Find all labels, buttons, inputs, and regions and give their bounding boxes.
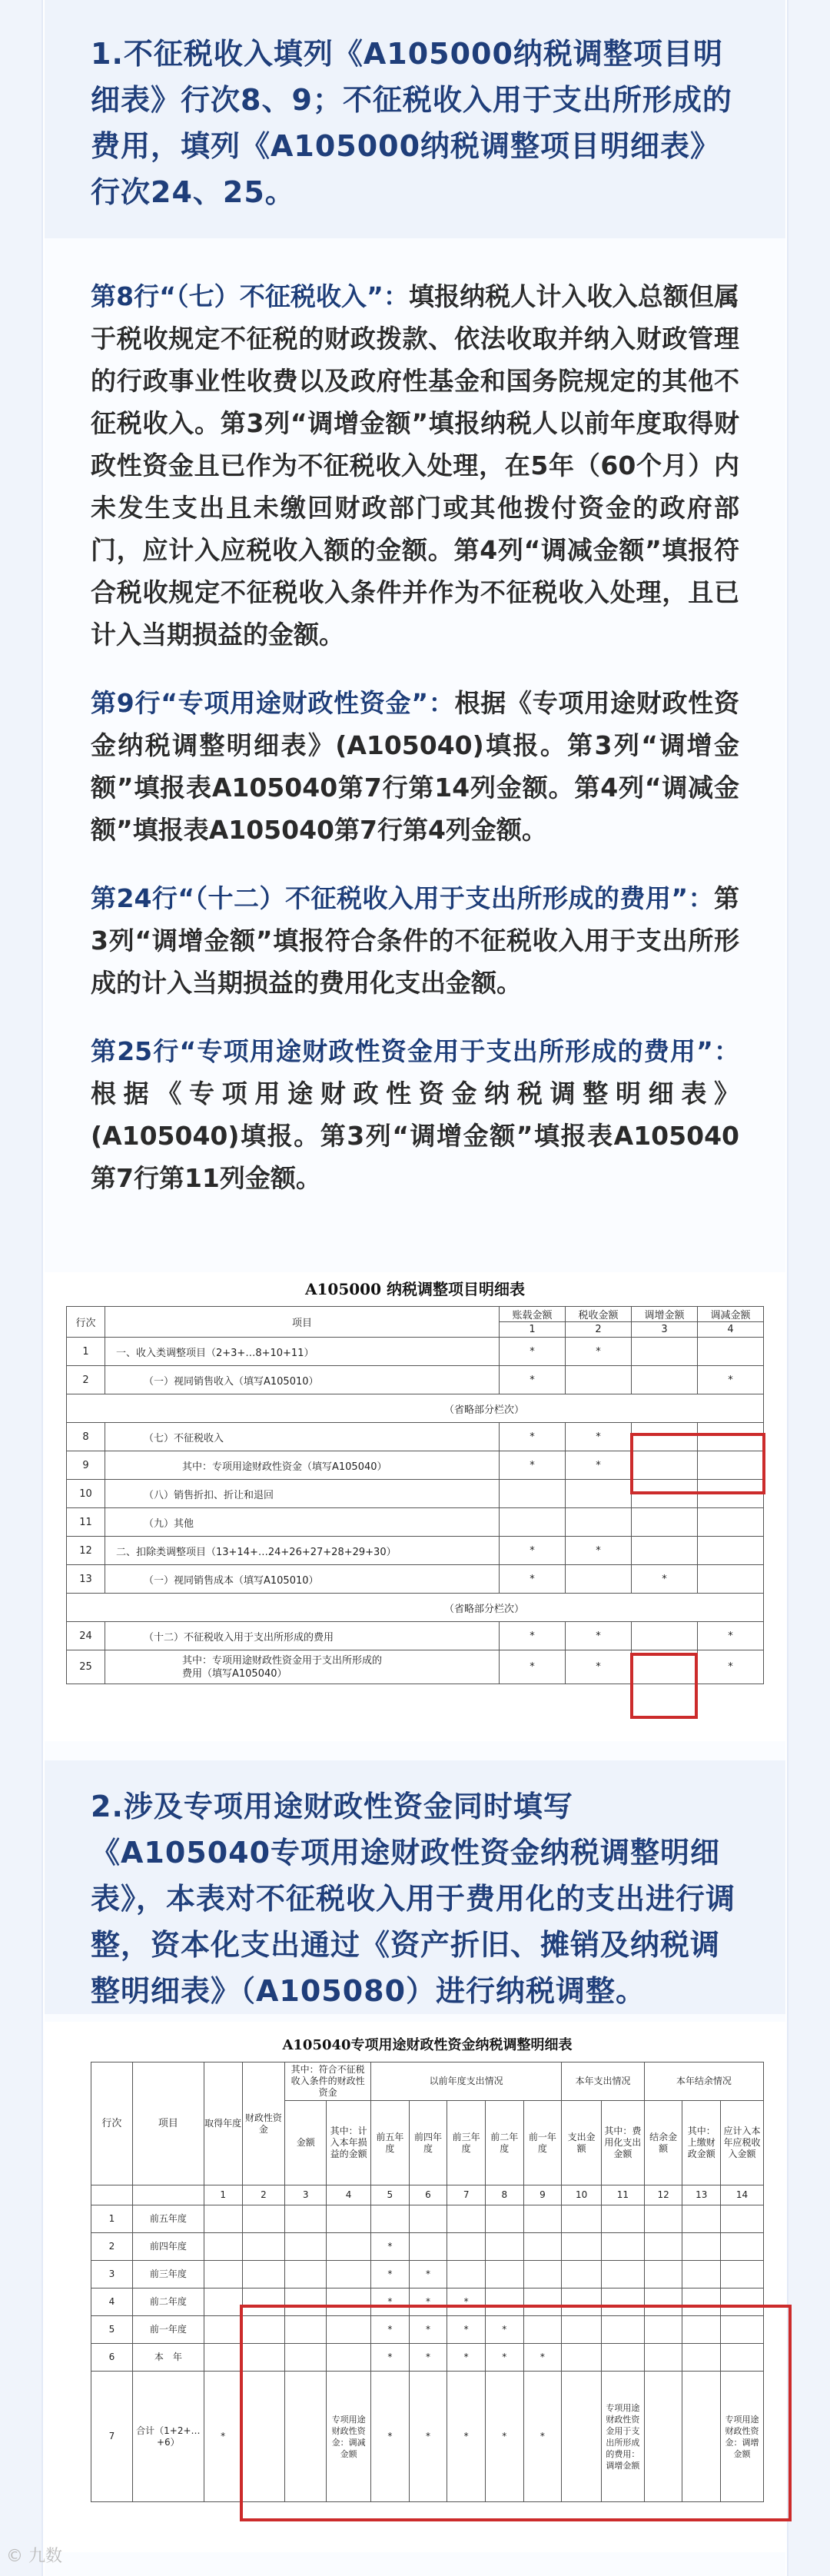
row-no: 24 (67, 1622, 105, 1650)
omitted-label: （省略部分栏次） (67, 1394, 764, 1423)
row-item: 一、收入类调整项目（2+3+…8+10+11） (105, 1338, 500, 1366)
header-taxable: 应计入本年应税收入金额 (721, 2101, 764, 2185)
header-item: 项目 (132, 2062, 204, 2185)
table-row (67, 1565, 764, 1594)
table-row (67, 1508, 764, 1537)
star-cell: * (523, 2372, 562, 2502)
star-cell: * (523, 2344, 562, 2372)
cell: * (500, 1423, 566, 1451)
row-item: 前三年度 (132, 2261, 204, 2288)
cell (566, 1508, 632, 1537)
cell: * (698, 1366, 764, 1394)
header-prev-year: 前四年度 (409, 2101, 447, 2185)
col-number: 3 (285, 2185, 327, 2205)
star-cell: * (485, 2316, 523, 2344)
paragraph-keyword: 第9行“专项用途财政性资金”： (91, 688, 455, 718)
header-group-current: 本年支出情况 (562, 2062, 645, 2101)
star-cell: * (409, 2372, 447, 2502)
table-row (67, 1622, 764, 1650)
table-a105000 (45, 1272, 785, 1741)
col-number: 2 (566, 1322, 632, 1338)
omitted-row (67, 1394, 764, 1423)
header-row-no: 行次 (91, 2062, 133, 2185)
header-returned: 其中：上缴财政金额 (682, 2101, 721, 2185)
cell: * (500, 1622, 566, 1650)
star-cell: * (409, 2261, 447, 2288)
highlight-box-rows-24-25 (630, 1653, 698, 1719)
highlight-box-table2 (240, 2305, 792, 2521)
col-number: 6 (409, 2185, 447, 2205)
cell (500, 1508, 566, 1537)
star-cell: * (371, 2261, 410, 2288)
highlight-box-rows-8-9 (630, 1433, 765, 1494)
omitted-row (67, 1594, 764, 1622)
note-cell-col11: 专项用途财政性资金用于支出所形成的费用：调增金额 (601, 2372, 644, 2502)
cell (698, 1508, 764, 1537)
cell (566, 1366, 632, 1394)
star-cell: * (447, 2316, 486, 2344)
header-fund: 财政性资金 (242, 2062, 285, 2185)
table-title: A105000 纳税调整项目明细表 (305, 1280, 525, 1298)
row-no: 7 (91, 2372, 133, 2502)
cell: * (500, 1451, 566, 1480)
row-item: （九）其他 (105, 1508, 500, 1537)
row-no: 2 (67, 1366, 105, 1394)
cell: * (566, 1622, 632, 1650)
table-row (91, 2233, 764, 2261)
cell: * (566, 1451, 632, 1480)
cell: * (500, 1537, 566, 1565)
paragraph-text: 填报纳税人计入收入总额但属于税收规定不征税的财政拨款、依法收取并纳入财政管理的行政事业性收费以及政府性基金和国务院规定的其他不征税收入。第3列“调增金额”填报纳税人以前年度取得财政性资金且已作为不征税收入处理，在5年（60个月）内未发生支出且未缴回财政部门或其他拨付资金的政府部门，应计入应税收入额的金额。第4列“调减金额”填报符合税收规定不征税收入条件并作为不征税收入处理，且已计入当期损益的金额。 (91, 281, 739, 650)
cell (566, 1565, 632, 1594)
row-item: 前一年度 (132, 2316, 204, 2344)
star-cell: * (447, 2288, 486, 2316)
section-1-highlight: 1.不征税收入填列《A105000纳税调整项目明细表》行次8、9；不征税收入用于支出所形成的费用，填列《A105000纳税调整项目明细表》行次24、25。 (45, 0, 785, 238)
col-number: 5 (371, 2185, 410, 2205)
col-number: 14 (721, 2185, 764, 2205)
star-cell: * (204, 2372, 242, 2502)
cell: * (566, 1537, 632, 1565)
cell: * (500, 1565, 566, 1594)
row-item: 合计（1+2+…+6） (132, 2372, 204, 2502)
header-row-no: 行次 (67, 1307, 105, 1338)
cell: * (500, 1338, 566, 1366)
paragraph-row-25 (45, 1030, 785, 1199)
header-group-prev: 以前年度支出情况 (371, 2062, 562, 2101)
row-item: （七）不征税收入 (105, 1423, 500, 1451)
cell: * (566, 1423, 632, 1451)
header-group-balance: 本年结余情况 (644, 2062, 763, 2101)
star-cell: * (371, 2288, 410, 2316)
col-number: 10 (562, 2185, 602, 2205)
header-year: 取得年度 (204, 2062, 242, 2185)
cell (500, 1480, 566, 1508)
star-cell: * (447, 2372, 486, 2502)
row-item: 其中：专项用途财政性资金（填写A105040） (105, 1451, 500, 1480)
table-row (67, 1338, 764, 1366)
col-number: 1 (204, 2185, 242, 2205)
cell (698, 1537, 764, 1565)
table-a105040 (45, 2022, 785, 2552)
col-number: 4 (698, 1322, 764, 1338)
star-cell: * (371, 2344, 410, 2372)
header-item: 项目 (105, 1307, 500, 1338)
section-2-highlight: 2.涉及专项用途财政性资金同时填写《A105040专项用途财政性资金纳税调整明细表》，本表对不征税收入用于费用化的支出进行调整，资本化支出通过《资产折旧、摊销及纳税调整明细表》（A105080）进行纳税调整。 (45, 1760, 785, 2014)
col-number: 1 (500, 1322, 566, 1338)
row-no: 6 (91, 2344, 133, 2372)
header-col: 调减金额 (698, 1307, 764, 1322)
row-item: 前二年度 (132, 2288, 204, 2316)
col-number: 4 (327, 2185, 371, 2205)
cell (632, 1508, 698, 1537)
row-no: 5 (91, 2316, 133, 2344)
row-item: （一）视同销售成本（填写A105010） (105, 1565, 500, 1594)
cell: * (698, 1622, 764, 1650)
col-number: 9 (523, 2185, 562, 2205)
cell: * (500, 1366, 566, 1394)
paragraph-keyword: 第24行“（十二）不征税收入用于支出所形成的费用”： (91, 883, 714, 913)
paragraph-row-24 (45, 877, 785, 1004)
row-no: 13 (67, 1565, 105, 1594)
header-col: 账载金额 (500, 1307, 566, 1322)
row-item: 前四年度 (132, 2233, 204, 2261)
header-group-qualified: 其中：符合不征税收入条件的财政性资金 (285, 2062, 371, 2101)
paragraph-text: 根据《专项用途财政性资金纳税调整明细表》(A105040)填报。第3列“调增金额”填报表A105040第7行第11列金额。 (91, 1079, 739, 1193)
row-item: 本 年 (132, 2344, 204, 2372)
paragraph-row-8 (45, 275, 785, 656)
paragraph-keyword: 第25行“专项用途财政性资金用于支出所形成的费用”： (91, 1036, 739, 1066)
header-balance: 结余金额 (644, 2101, 682, 2185)
cell: * (566, 1650, 632, 1684)
table-title: A105040专项用途财政性资金纳税调整明细表 (282, 2037, 573, 2053)
row-no: 1 (67, 1338, 105, 1366)
header-prev-year: 前一年度 (523, 2101, 562, 2185)
col-number: 7 (447, 2185, 486, 2205)
row-no: 11 (67, 1508, 105, 1537)
paragraph-keyword: 第8行“（七）不征税收入”： (91, 281, 409, 311)
col-number: 13 (682, 2185, 721, 2205)
row-no: 25 (67, 1650, 105, 1684)
star-cell: * (371, 2233, 410, 2261)
star-cell: * (409, 2344, 447, 2372)
watermark: © 九数 (6, 2547, 62, 2566)
col-number: 2 (242, 2185, 285, 2205)
cell (566, 1480, 632, 1508)
table-row (67, 1366, 764, 1394)
header-included: 其中：计入本年损益的金额 (327, 2101, 371, 2185)
header-prev-year: 前五年度 (371, 2101, 410, 2185)
header-payment: 支出金额 (562, 2101, 602, 2185)
row-item: （一）视同销售收入（填写A105010） (105, 1366, 500, 1394)
row-no: 9 (67, 1451, 105, 1480)
header-prev-year: 前二年度 (485, 2101, 523, 2185)
cell (632, 1537, 698, 1565)
left-rail (0, 0, 43, 2576)
star-cell: * (371, 2372, 410, 2502)
row-item: 前五年度 (132, 2205, 204, 2233)
star-cell: * (409, 2288, 447, 2316)
cell (632, 1338, 698, 1366)
cell (698, 1565, 764, 1594)
header-amount: 金额 (285, 2101, 327, 2185)
note-cell-col14: 专项用途财政性资金：调增金额 (721, 2372, 764, 2502)
cell: * (632, 1565, 698, 1594)
row-item: 其中：专项用途财政性资金用于支出所形成的费用（填写A105040） (105, 1650, 500, 1684)
row-no: 2 (91, 2233, 133, 2261)
header-col: 调增金额 (632, 1307, 698, 1322)
header-prev-year: 前三年度 (447, 2101, 486, 2185)
row-no: 3 (91, 2261, 133, 2288)
star-cell: * (371, 2316, 410, 2344)
star-cell: * (485, 2372, 523, 2502)
a105000-table (66, 1306, 764, 1684)
row-item: （十二）不征税收入用于支出所形成的费用 (105, 1622, 500, 1650)
table-row (91, 2261, 764, 2288)
paragraph-row-9 (45, 682, 785, 851)
omitted-label: （省略部分栏次） (67, 1594, 764, 1622)
cell: * (500, 1650, 566, 1684)
row-no: 10 (67, 1480, 105, 1508)
cell (632, 1622, 698, 1650)
col-number: 8 (485, 2185, 523, 2205)
star-cell: * (485, 2344, 523, 2372)
table-row (67, 1537, 764, 1565)
note-cell-col4: 专项用途财政性资金：调减金额 (327, 2372, 371, 2502)
row-no: 12 (67, 1537, 105, 1565)
star-cell: * (409, 2316, 447, 2344)
cell: * (698, 1650, 764, 1684)
cell (632, 1366, 698, 1394)
star-cell: * (447, 2344, 486, 2372)
col-number: 11 (601, 2185, 644, 2205)
right-rail (787, 0, 830, 2576)
col-number: 3 (632, 1322, 698, 1338)
row-item: 二、扣除类调整项目（13+14+…24+26+27+28+29+30） (105, 1537, 500, 1565)
cell: * (566, 1338, 632, 1366)
table-row (91, 2205, 764, 2233)
paragraph-text: 根据《专项用途财政性资金纳税调整明细表》(A105040)填报。第3列“调增金额”填报表A105040第7行第14列金额。第4列“调减金额”填报表A105040第7行第4列金额。 (91, 688, 740, 845)
header-col: 税收金额 (566, 1307, 632, 1322)
col-number: 12 (644, 2185, 682, 2205)
row-no: 1 (91, 2205, 133, 2233)
row-item: （八）销售折扣、折让和退回 (105, 1480, 500, 1508)
header-expense: 其中：费用化支出金额 (601, 2101, 644, 2185)
row-no: 8 (67, 1423, 105, 1451)
row-no: 4 (91, 2288, 133, 2316)
cell (698, 1338, 764, 1366)
paragraph-text: 第3列“调增金额”填报符合条件的不征税收入用于支出所形成的计入当期损益的费用化支出金额。 (91, 883, 739, 998)
